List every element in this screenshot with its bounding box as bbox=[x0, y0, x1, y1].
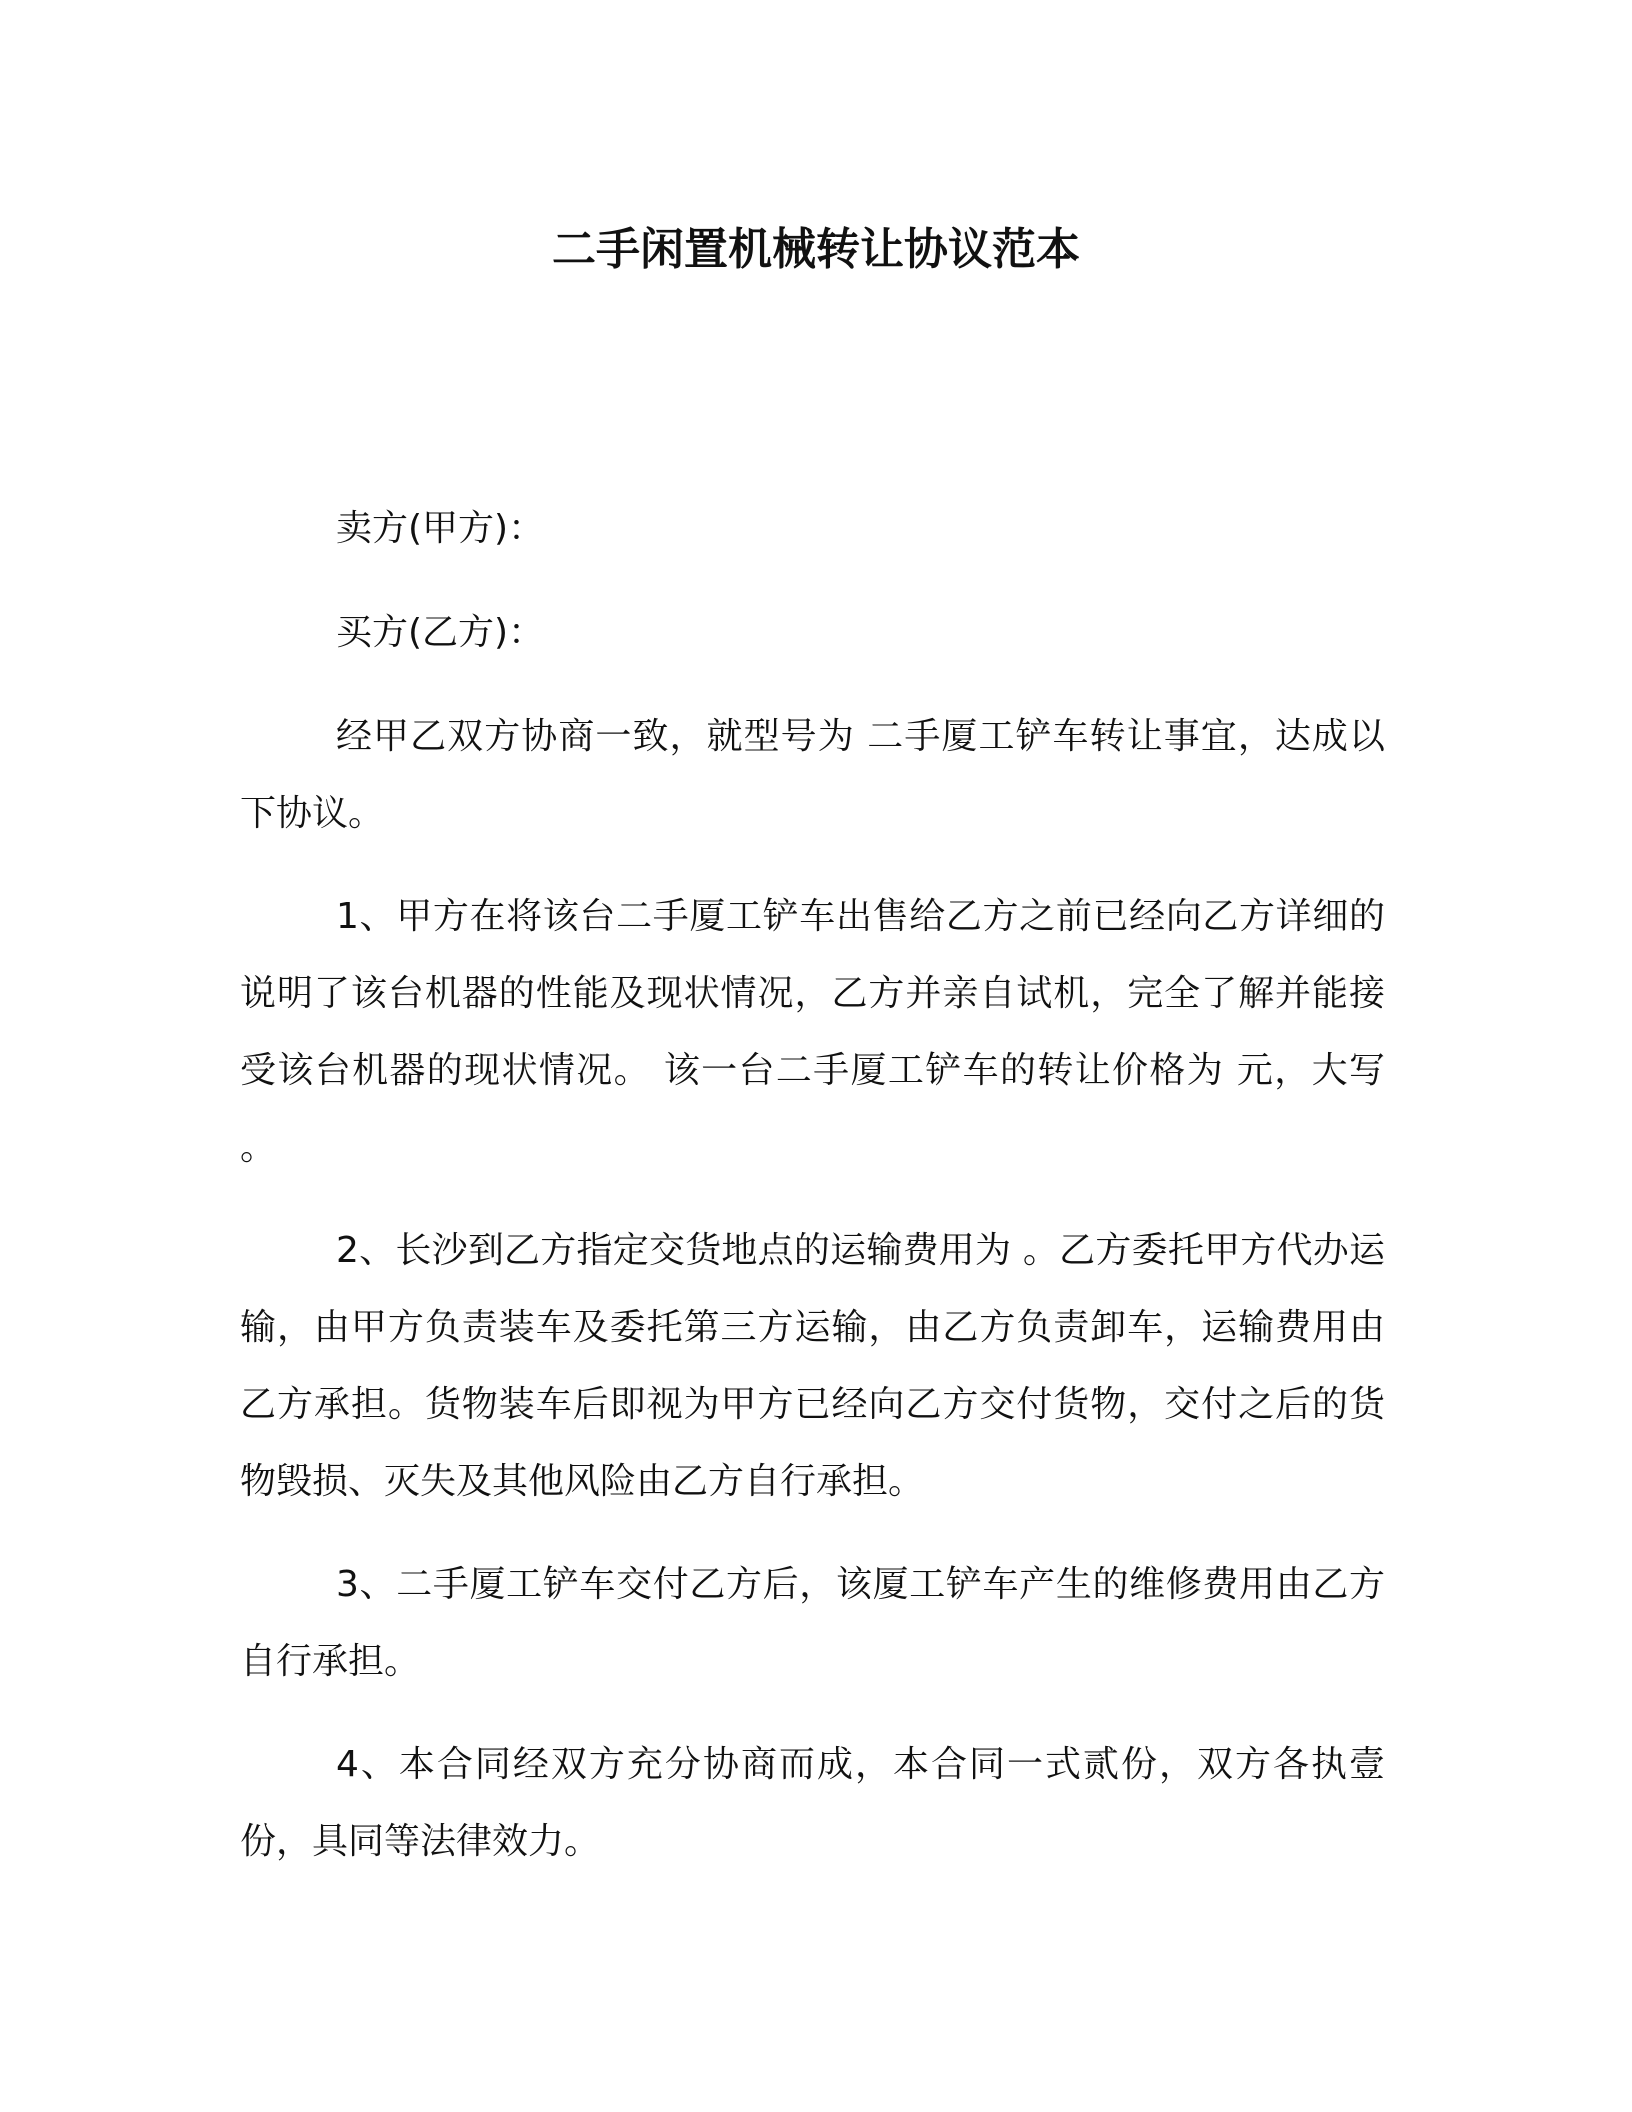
intro-paragraph: 经甲乙双方协商一致，就型号为 二手厦工铲车转让事宜，达成以下协议。 bbox=[240, 716, 1385, 834]
clause-4: 4、本合同经双方充分协商而成，本合同一式贰份，双方各执壹份，具同等法律效力。 bbox=[240, 1744, 1385, 1862]
clause-3: 3、二手厦工铲车交付乙方后，该厦工铲车产生的维修费用由乙方自行承担。 bbox=[240, 1564, 1385, 1682]
clause-1: 1、甲方在将该台二手厦工铲车出售给乙方之前已经向乙方详细的说明了该台机器的性能及现状情况，乙方并亲自试机，完全了解并能接受该台机器的现状情况。 该一台二手厦工铲车的转让价格为 元，大写 。 bbox=[240, 896, 1385, 1168]
document-title: 二手闲置机械转让协议范本 bbox=[552, 224, 1080, 275]
buyer-line: 买方(乙方)： bbox=[336, 612, 545, 653]
document-body bbox=[240, 490, 1385, 1906]
seller-line: 卖方(甲方)： bbox=[336, 508, 545, 549]
clause-2: 2、长沙到乙方指定交货地点的运输费用为 。乙方委托甲方代办运输，由甲方负责装车及委托第三方运输，由乙方负责卸车，运输费用由乙方承担。货物装车后即视为甲方已经向乙方交付货物，交付之后的货物毁损、灭失及其他风险由乙方自行承担。 bbox=[240, 1230, 1385, 1502]
